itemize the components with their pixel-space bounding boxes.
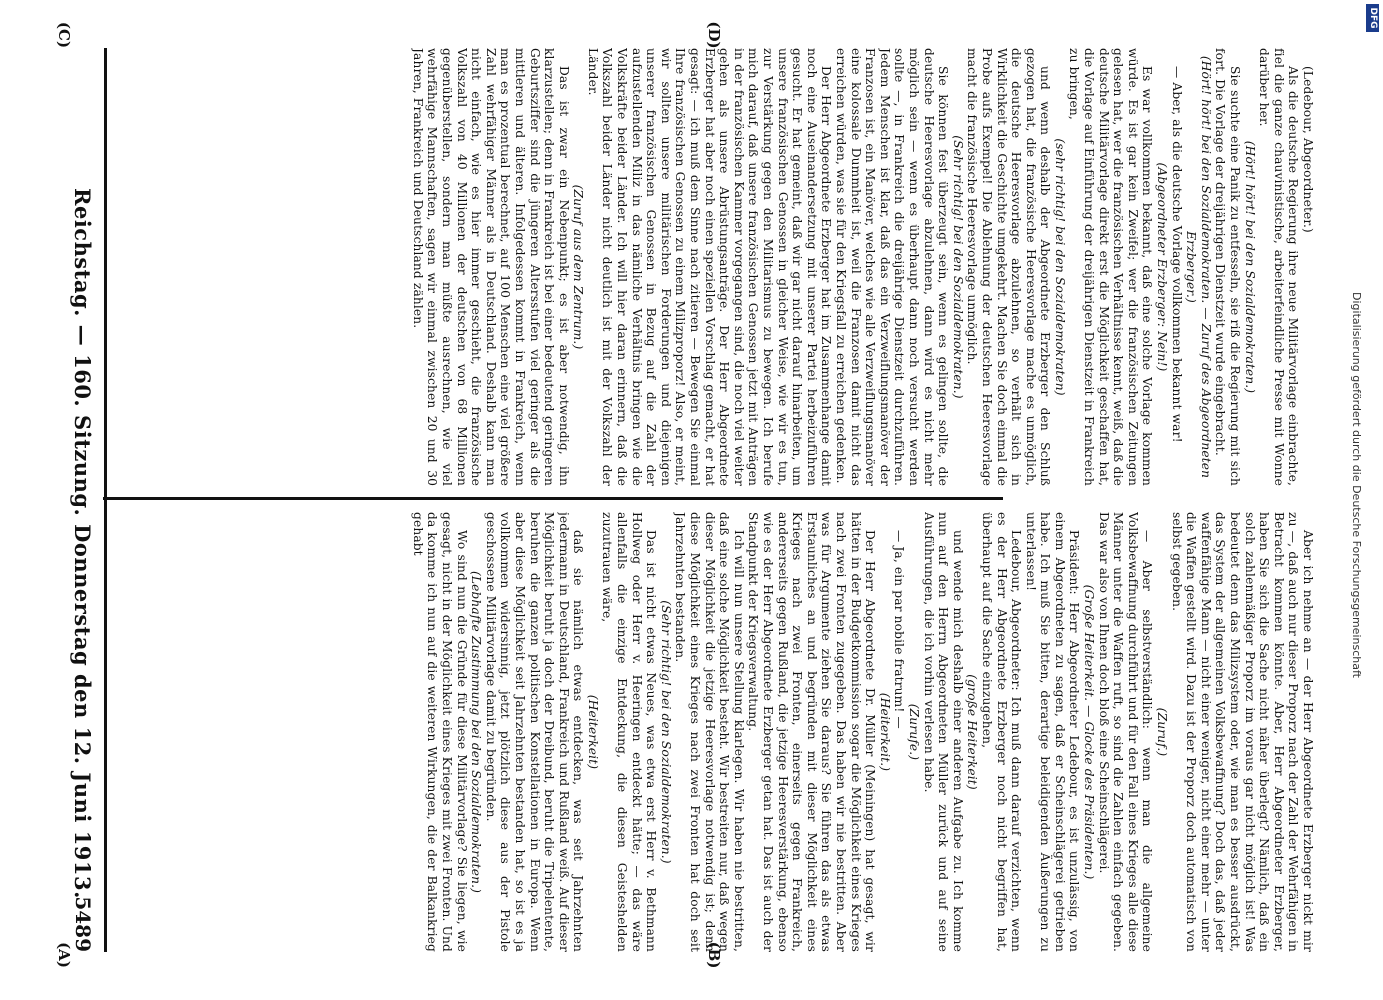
paragraph: — Aber, als die deutsche Vorlage vollkommen bekannt war!	[1169, 66, 1184, 443]
page-title: Reichstag. — 160. Sitzung. Donnerstag den 12. Juni 1913.	[70, 188, 95, 899]
paragraph: Das ist nicht etwas Neues, was etwa erst Herr v. Bethmann Hollweg oder Herr v. Heeringen entdeckt hätte; — das wäre allenfalls die einzige Entdeckung, die diesen Geisteshelden zuzutrauen wäre,	[600, 512, 659, 952]
paragraph: daß sie nämlich etwas entdecken, was seit Jahrzehnten jedermann in Deutschland, Frankreich und Rußland weiß. Auf dieser Möglichkeit beruht ja doch der Dreibund, beruht die Tripelentente, beruhen die ganzen politischen Konstellationen in Europa. Wenn aber diese Möglichkeit seit Jahrzehnten bestanden hat, so ist es ja vollkommen widersinnig, jetzt plötzlich diese aus der Pistole geschossene Militärvorlage damit zu begründen.	[483, 512, 586, 952]
text-column-left	[110, 512, 1315, 952]
paragraph: Das ist zwar ein Nebenpunkt; es ist aber notwendig, ihn klarzustellen; denn in Frankreich ist bei einer bedeutend geringeren Geburtsziffer sind die jüngeren Altersstufen viel geringer als die mittleren und älteren. Infolgedessen kommt in Frankreich, wenn man es prozentual berechnet, auf 100 Menschen eine viel größere Zahl wehrfähiger Männer als in Deutschland. Deshalb kann man nicht einfach, wie es hier immer geschieht, die französische Volkszahl von 40 Millionen der deutschen von 68 Millionen gegenüberstellen, sondern man müßte ausrechnen, wie viel wehrfähige Mannschaften, sagen wir einmal zwischen 20 und 30 Jahren, Frankreich und Deutschland zählen.	[410, 48, 571, 486]
text-column-right	[110, 48, 1315, 486]
page-number: 5489	[71, 896, 95, 952]
paragraph: Ledebour, Abgeordneter: Ich muß dann darauf verzichten, wenn es der Herr Abgeordnete Erzberger noch nicht begriffen hat, überhaupt auf die Sache einzugehen,	[979, 512, 1024, 952]
interjection: (Zuruf aus dem Zentrum.)	[571, 184, 586, 350]
paragraph: Der Herr Abgeordnete Erzberger hat im Zusammenhange damit noch eine Auseinandersetzung mit unserer Partei herbeizuführen gesucht. Er hat gemeint, daß wir gar nicht darauf hinarbeiten, um unsere französischen Genossen in gleicher Weise, wie wir es tun, zur Verstärkung gegen den Militarismus zu bewegen. Ich berufe mich darauf, daß unsere französischen Genossen jetzt mit Anträgen in der französischen Kammer vorgegangen sind, die noch viel weiter gehen als unsere Abrüstungsanträge. Der Herr Abgeordnete Erzberger hat aber noch einen speziellen Vorschlag gemacht, er hat gesagt: — ich muß dem Sinne nach zitieren — Bewegen Sie einmal Ihre französischen Genossen zu einem Milizproporz! Also, er meint, wir sollten unsere militärischen Forderungen und diejenigen unserer französischen Genossen in Bezug auf die Zahl der aufzustellenden Miliz in das nämliche Verhältnis bringen wie die Volkskräfte beider Länder. Ich will hier daran erinnern, daß die Volkszahl beider Länder nicht deutlich ist mit der Volkszahl der Länder.	[585, 48, 834, 486]
paragraph: Aber ich nehme an — der Herr Abgeordnete Erzberger nickt mir zu —, daß auch nur dieser Proporz nach der Zahl der Wehrfähigen in Betracht kommen könnte. Aber, Herr Abgeordneter Erzberger, haben Sie sich die Sache nicht näher überlegt? Nämlich, daß ein solch zahlenmäßiger Proporz im voraus gar nicht möglich ist! Was bedeutet denn das Milizsystem oder, wie man es besser ausdrückt, das System der allgemeinen Volksbewaffnung? Doch das, daß jeder waffenfähige Mann — nicht einer weniger, nicht einer mehr — unter die Waffen gestellt wird. Dazu ist der Proporz doch automatisch von selbst gegeben.	[1169, 512, 1315, 952]
paragraph: Der Herr Abgeordnete Dr. Müller (Meiningen) hat gesagt, wir hätten in der Budgetkommission sogar die Möglichkeit eines Krieges nach zwei Fronten zugegeben. Das haben wir nie bestritten. Aber was für Argumente ziehen Sie daraus? Sie führen das als etwas Erstaunliches an und begründen mit dieser Möglichkeit eines Krieges nach zwei Fronten, einerseits gegen Frankreich, andererseits gegen Rußland, die jetzige Heeresverstärkung, ebenso wie es der Herr Abgeordnete Erzberger getan hat. Das ist auch der Standpunkt der Kriegsverwaltung.	[746, 512, 878, 952]
paragraph: Es war vollkommen bekannt, daß eine solche Vorlage kommen würde. Es ist gar kein Zweifel; wer die französischen Zeitungen gelesen hat, wer die französischen Verhältnisse kennt, weiß, daß die deutsche Militärvorlage direkt erst die Möglichkeit geschaffen hat, die Vorlage auf Einführung der dreijährigen Dienstzeit in Frankreich zu bringen,	[1067, 48, 1155, 486]
interjection: (Zurufe.)	[906, 703, 921, 761]
paragraph: — Aber selbstverständlich: wenn man die allgemeine Volksbewaffnung durchführt und für den Fall eines Krieges alle diese Männer unter die Waffen ruft, so sind die Zahlen einfach gegeben. Das war also von Ihnen doch bloß eine Scheinschlägerei.	[1096, 512, 1155, 952]
interjection: (Heiterkeit)	[585, 694, 600, 770]
paragraph: Als die deutsche Regierung ihre neue Militärvorlage einbrachte, fiel die ganze chauvinistische, arbeiterfeindliche Presse mit Wonne darüber her.	[1257, 48, 1301, 486]
margin-letter-c: (C)	[55, 21, 73, 49]
column-divider	[103, 497, 1003, 500]
page-header	[61, 48, 95, 952]
interjection: (Heiterkeit.)	[877, 692, 892, 772]
paragraph: Sie können fest überzeugt sein, wenn es gelingen sollte, die deutsche Heeresvorlage abzulehnen, dann wird es nicht mehr möglich sein — wenn es überhaupt dann noch versucht werden sollte —, in Frankreich die dreijährige Dienstzeit durchzuführen. Jedem Menschen ist klar, daß das ein Verzweiflungsmanöver der Franzosen ist, ein Manöver, welches wie alle Verzweiflungsmanöver eine kolossale Dummheit ist, weil die Franzosen damit nicht das erreichen würden, was sie für den Kriegsfall zu erreichen gedenken.	[834, 48, 951, 486]
interjection: (Sehr richtig! bei den Sozialdemokraten.)	[950, 135, 965, 399]
paragraph: Ich will nun unsere Stellung klarlegen. Wir haben nie bestritten, daß eine solche Möglichkeit besteht. Wir bestreiten nur, daß wegen dieser Möglichkeit die jetzige Heeresvorlage notwendig ist; denn diese Möglichkeit eines Krieges nach zwei Fronten hat doch seit Jahrzehnten bestanden.	[673, 512, 746, 952]
paragraph: und wenn deshalb der Abgeordnete Erzberger den Schluß gezogen hat, die französische Heeresvorlage mache es unmöglich, die deutsche Heeresvorlage abzulehnen, so verhält sich in Wirklichkeit die Geschichte umgekehrt. Machen Sie doch einmal die Probe aufs Exempel! Die Ablehnung der deutschen Heeresvorlage macht die französische Heeresvorlage unmöglich.	[965, 48, 1053, 486]
interjection: (Große Heiterkeit. — Glocke des Präsidenten.)	[1082, 584, 1097, 880]
interjection: (Sehr richtig! bei den Sozialdemokraten.)	[658, 600, 673, 864]
paragraph: und wende mich deshalb einer anderen Aufgabe zu. Ich komme nun auf den Herrn Abgeordneten Müller zurück und auf seine Ausführungen, die ich vorhin verlesen habe.	[921, 512, 965, 952]
interjection: (Zuruf.)	[1155, 707, 1170, 757]
paragraph: Präsident: Herr Abgeordneter Ledebour, es ist unzulässig, von einem Abgeordneten zu sagen, daß er Scheinschlägerei getrieben habe. Ich muß Sie bitten, derartige beleidigenden Äußerungen zu unterlassen!	[1023, 512, 1082, 952]
paragraph: — Ja, ein par nobile fratrum! —	[892, 530, 907, 729]
interjection: (Lebhafte Zustimmung bei den Sozialdemokraten.)	[469, 570, 484, 894]
interjection: (Abgeordneter Erzberger: Nein!)	[1155, 162, 1170, 372]
interjection: (Hört! hört! bei den Sozialdemokraten. — Zuruf des Abgeordneten Erzberger.)	[1184, 55, 1213, 479]
margin-letter-b: (B)	[705, 941, 723, 969]
interjection: (Hört! hört! bei den Sozialdemokraten.)	[1242, 140, 1257, 394]
paragraph: Sie suchte eine Panik zu entfesseln, sie riß die Regierung mit sich fort. Die Vorlage der dreijährigen Dienstzeit wurde eingebracht.	[1213, 48, 1243, 486]
interjection: (sehr richtig! bei den Sozialdemokraten)	[1052, 138, 1067, 396]
header-rule	[104, 48, 107, 952]
paragraph: (Ledebour, Abgeordneter.)	[1301, 66, 1315, 233]
dfg-logo: DFG	[1366, 4, 1379, 32]
paragraph: Wo sind nun die Gründe für diese Militärvorlage? Sie liegen, wie gesagt, nicht in der Möglichkeit eines Krieges mit zwei Fronten. Und da komme ich nun auf die weiteren Wirkungen, die der Balkankrieg gehabt	[410, 512, 469, 952]
margin-letter-d: (D)	[705, 21, 723, 49]
interjection: (große Heiterkeit)	[965, 674, 980, 790]
digitization-credit: Digitalisierung gefördert durch die Deutsche Forschungsgemeinschaft	[1350, 292, 1363, 678]
margin-letter-a: (A)	[55, 942, 73, 968]
